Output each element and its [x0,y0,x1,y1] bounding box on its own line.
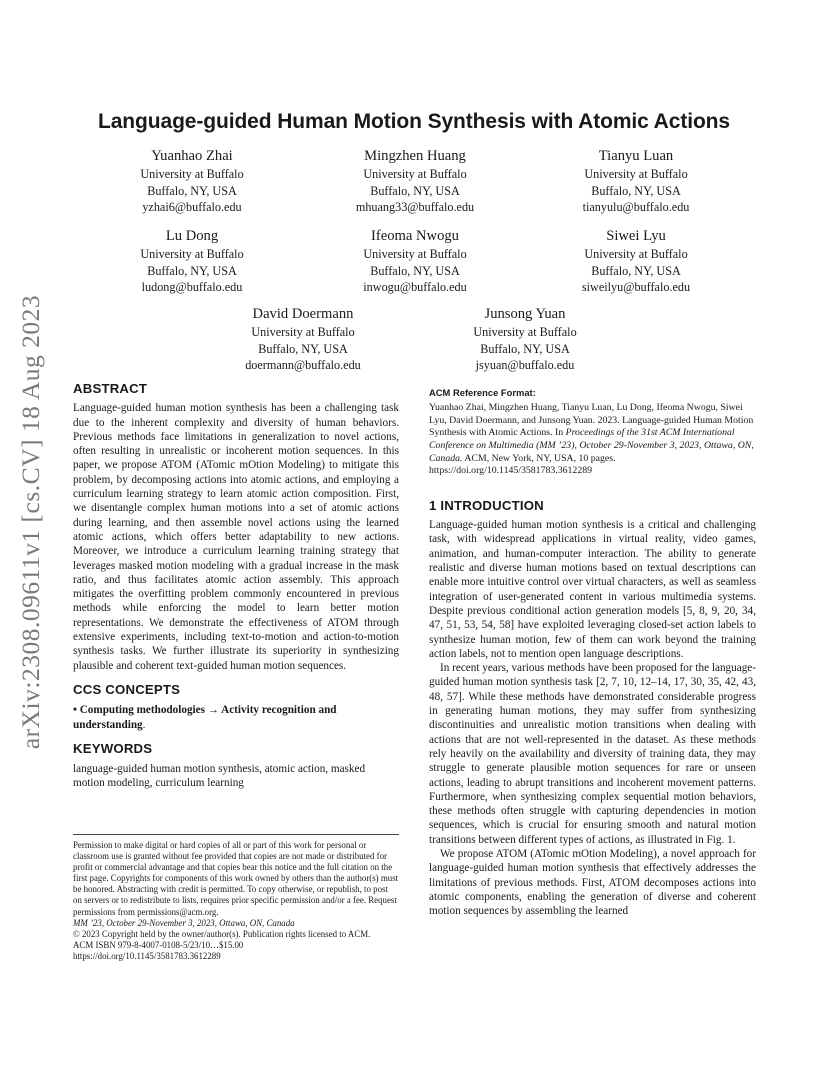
author-affiliation: University at Buffalo [584,247,688,261]
author-name: Ifeoma Nwogu [371,228,459,244]
permission-block [73,840,399,962]
paper-title: Language-guided Human Motion Synthesis with Atomic Actions [98,110,730,133]
author-location: Buffalo, NY, USA [147,263,237,278]
author-email: inwogu@buffalo.edu [363,280,467,295]
venue-text: MM ’23, October 29-November 3, 2023, Ottawa, ON, Canada [73,917,295,928]
acm-ref-heading: ACM Reference Format: [429,387,536,398]
author-location: Buffalo, NY, USA [370,263,460,278]
author-block [315,228,515,296]
author-location: Buffalo, NY, USA [370,183,460,198]
author-name: Tianyu Luan [598,148,674,164]
intro-paragraph: In recent years, various methods have been proposed for the language-guided human motion synthesis task [2, 7, 10, 12–14, 17, 30, 35, 42, 43, 48, 57]. While these methods have demonstrated considerable progress in generating human motions, they may suffer from synthesizing discontinuities and unrealistic motion transitions when dealing with actions that are not well-represented in the dataset. As these methods rely heavily on the availability and diversity of training data, they may struggle to generate plausible motion sequences for rare or unseen actions, leading to abrupt transitions and incoherent movement patterns. Furthermore, when synthesizing complex sequential motion behaviors, these methods often struggle with capturing dependencies in motion sequences, which is crucial for ensuring smooth and natural motion transitions between different types of actions, as illustrated in Fig. 1. [429,662,756,846]
author-name: Lu Dong [165,228,219,244]
author-block [92,148,292,216]
author-affiliation: University at Buffalo [584,167,688,181]
intro-paragraph: We propose ATOM (ATomic mOtion Modeling), a novel approach for language-guided human motion synthesis that effectively addresses the limitations of previous methods. First, ATOM decomposes actions into atomic components, enabling the generation of diverse and coherent motion sequences by assembling the learned [429,847,756,918]
ccs-text [73,703,399,732]
author-block [315,148,515,216]
author-affiliation: University at Buffalo [251,325,355,339]
author-email: mhuang33@buffalo.edu [355,200,475,215]
right-column [429,386,756,918]
author-email: doermann@buffalo.edu [245,358,361,373]
author-location: Buffalo, NY, USA [147,183,237,198]
author-email: siweilyu@buffalo.edu [581,280,691,295]
arxiv-identifier [14,282,48,762]
author-location: Buffalo, NY, USA [591,263,681,278]
permission-text: Permission to make digital or hard copies of all or part of this work for personal or classroom use is granted without fee provided that copies are not made or distributed for profit or commercial advantage and that copies bear this notice and the full citation on the first page. Copyrights for components of this work owned by others than the author(s) must be honored. Abstracting with credit is permitted. To copy otherwise, or republish, to post on servers or to redistribute to lists, requires prior specific permission and/or a fee. Request permissions from permissions@acm.org. [73,840,399,917]
isbn-text: ACM ISBN 979-8-4007-0108-5/23/10…$15.00 [73,939,244,950]
abstract-heading: ABSTRACT [73,381,148,396]
author-email: jsyuan@buffalo.edu [475,358,575,373]
intro-paragraph: Language-guided human motion synthesis is a critical and challenging task, with widespread applications in virtual reality, video games, animation, and human-computer interaction. The ability to generate realistic and diverse human motions based on textual descriptions can enable more intuitive control over virtual characters, as well as seamless integration of user-generated content in various multimedia systems. Despite previous conditional action generation models [5, 8, 9, 20, 34, 47, 51, 53, 54, 58] have exploited leveraging closed-set action labels to synthesize human motion, few of them can work beyond the training action labels, not to mention open language descriptions. [429,519,756,660]
author-location: Buffalo, NY, USA [258,341,348,356]
author-affiliation: University at Buffalo [140,167,244,181]
doi-text: https://doi.org/10.1145/3581783.3612289 [73,950,221,961]
author-email: tianyulu@buffalo.edu [582,200,690,215]
author-name: David Doermann [252,306,354,322]
arxiv-identifier-text: arXiv:2308.09611v1 [cs.CV] 18 Aug 2023 [16,294,45,750]
intro-heading: 1 INTRODUCTION [429,497,544,513]
author-name: Siwei Lyu [606,228,666,244]
author-email: yzhai6@buffalo.edu [142,200,242,215]
acm-ref-text [429,402,756,478]
footnote-rule [73,834,399,835]
author-block [536,228,736,296]
author-location: Buffalo, NY, USA [480,341,570,356]
author-block [425,306,625,374]
author-block [203,306,403,374]
author-affiliation: University at Buffalo [363,167,467,181]
author-affiliation: University at Buffalo [473,325,577,339]
author-name: Junsong Yuan [484,306,566,322]
acm-ref-part-a: Yuanhao Zhai, Mingzhen Huang, Tianyu Luan, Lu Dong, Ifeoma Nwogu, Siwei Lyu, David Doermann, and Junsong Yuan. 2023. Language-guided Human Motion Synthesis with Atomic Actions. In [429,402,754,439]
acm-ref-part-b: ACM, New York, NY, USA, 10 pages. https://doi.org/10.1145/3581783.3612289 [429,452,616,477]
keywords-text: language-guided human motion synthesis, atomic action, masked motion modeling, curriculum learning [73,763,366,790]
author-name: Yuanhao Zhai [151,148,233,164]
acm-ref-proceedings: Proceedings of the 31st ACM International Conference on Multimedia (MM ’23), October 29-November 3, 2023, Ottawa, ON, Canada. [429,427,754,464]
left-column [73,382,399,791]
copyright-text: © 2023 Copyright held by the owner/author(s). Publication rights licensed to ACM. [73,928,371,939]
author-block [536,148,736,216]
author-block [92,228,292,296]
author-email: ludong@buffalo.edu [141,280,243,295]
keywords-heading: KEYWORDS [73,740,153,756]
author-location: Buffalo, NY, USA [591,183,681,198]
abstract-text: Language-guided human motion synthesis has been a challenging task due to the inherent complexity and diversity of human behaviors. Previous methods face limitations in generalization to novel actions, often resulting in unrealistic or incoherent motion sequences. In this paper, we propose ATOM (ATomic mOtion Modeling) to mitigate this problem, by decomposing actions into atomic actions, and employing a curriculum learning strategy to learn atomic action composition. First, we disentangle complex human motions into a set of atomic actions during learning, and then assemble novel actions using the learned atomic actions, which offers better adaptability to new actions. Moreover, we introduce a curriculum learning training strategy that leverages masked motion modeling with a gradual increase in the mask ratio, and thus facilitates atomic action assembly. This approach mitigates the overfitting problem commonly encountered in previous methods while enforcing the model to learn better motion representations. We demonstrate the effectiveness of ATOM through extensive experiments, including text-to-motion and action-to-motion synthesis tasks. We further illustrate its superiority in synthesizing plausible and coherent text-guided human motion sequences. [73,402,399,672]
ccs-tail: . [142,718,146,731]
author-name: Mingzhen Huang [364,148,466,164]
author-affiliation: University at Buffalo [140,247,244,261]
ccs-heading: CCS CONCEPTS [73,681,181,697]
author-affiliation: University at Buffalo [363,247,467,261]
ccs-concept: • Computing methodologies → Activity recognition and understanding [73,704,337,731]
